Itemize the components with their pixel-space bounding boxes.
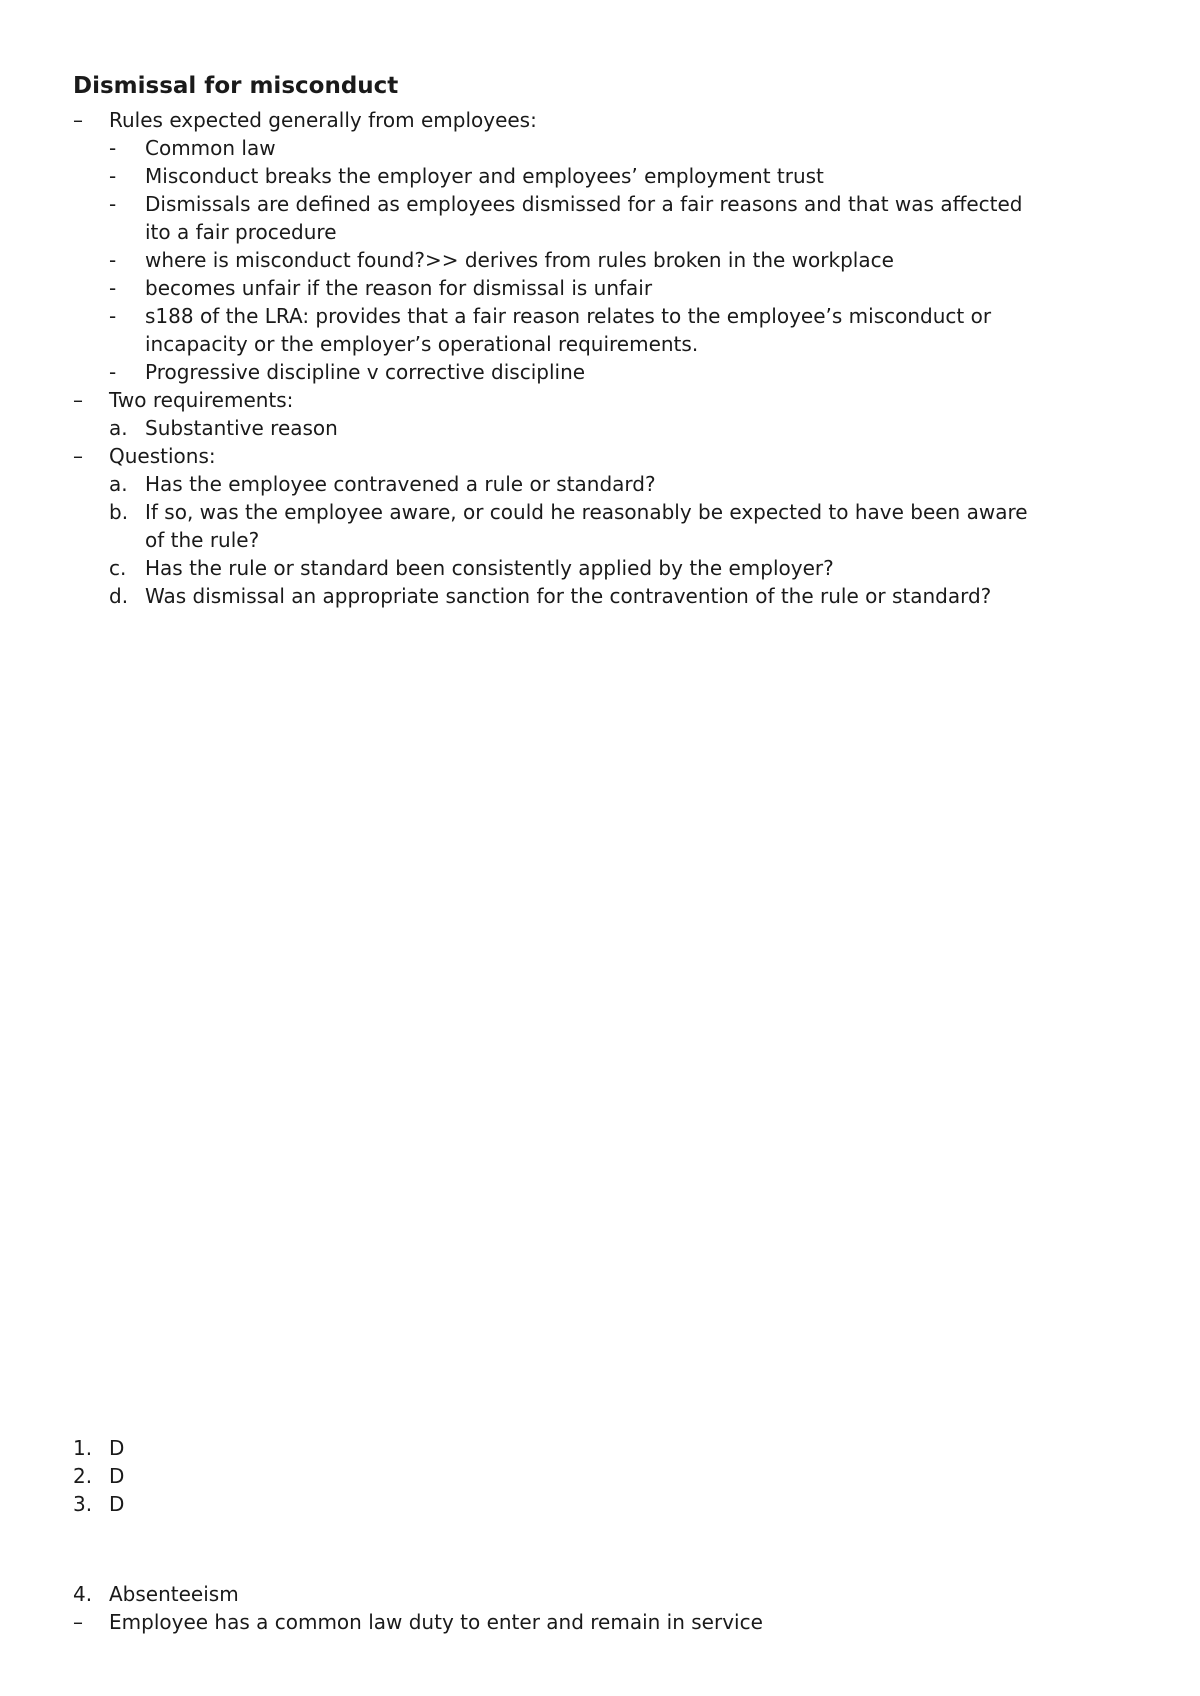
number-marker: 2. [73, 1464, 93, 1488]
dash-marker: – [73, 1610, 83, 1634]
list-item [73, 302, 1153, 330]
dash-marker: – [73, 444, 83, 468]
list-item-continuation [73, 218, 1153, 246]
list-item-text: Questions: [109, 444, 216, 468]
list-item-text: becomes unfair if the reason for dismissal is unfair [145, 276, 653, 300]
list-item-text: Dismissals are defined as employees dismissed for a fair reasons and that was affected [145, 192, 1023, 216]
number-marker: 3. [73, 1492, 93, 1516]
absenteeism-section [73, 1580, 1153, 1636]
list-item-text: Substantive reason [145, 416, 338, 440]
list-item-text: Two requirements: [109, 388, 294, 412]
letter-marker: a. [109, 416, 128, 440]
list-item-text: of the rule? [145, 528, 260, 552]
list-item [73, 190, 1153, 218]
list-item-text: incapacity or the employer’s operational requirements. [145, 332, 699, 356]
hyphen-marker: - [109, 360, 117, 384]
list-item [73, 274, 1153, 302]
hyphen-marker: - [109, 192, 117, 216]
hyphen-marker: - [109, 164, 117, 188]
dash-marker: – [73, 108, 83, 132]
list-item [73, 1462, 1153, 1490]
list-item-text: Rules expected generally from employees: [109, 108, 537, 132]
list-item [73, 442, 1153, 470]
list-item-text: ito a fair procedure [145, 220, 337, 244]
hyphen-marker: - [109, 276, 117, 300]
list-item-text: Was dismissal an appropriate sanction for the contravention of the rule or standard? [145, 584, 992, 608]
page-title: Dismissal for misconduct [73, 73, 399, 99]
hyphen-marker: - [109, 248, 117, 272]
list-item [73, 106, 1153, 134]
list-item [73, 1608, 1153, 1636]
list-item [73, 134, 1153, 162]
list-item [73, 498, 1153, 526]
numbered-list [73, 1434, 1153, 1518]
list-item [73, 358, 1153, 386]
list-item [73, 1490, 1153, 1518]
number-marker: 4. [73, 1582, 93, 1606]
list-item-text: Common law [145, 136, 276, 160]
list-item-text: s188 of the LRA: provides that a fair reason relates to the employee’s misconduct or [145, 304, 992, 328]
list-item [73, 414, 1153, 442]
list-item [73, 162, 1153, 190]
list-item-text: Has the employee contravened a rule or standard? [145, 472, 656, 496]
number-marker: 1. [73, 1436, 93, 1460]
list-item-text: D [109, 1464, 125, 1488]
letter-marker: b. [109, 500, 129, 524]
list-item-text: Progressive discipline v corrective discipline [145, 360, 586, 384]
letter-marker: c. [109, 556, 127, 580]
list-item-text: D [109, 1492, 125, 1516]
list-item [73, 1580, 1153, 1608]
letter-marker: a. [109, 472, 128, 496]
list-item [73, 246, 1153, 274]
list-item [73, 1434, 1153, 1462]
hyphen-marker: - [109, 304, 117, 328]
dash-marker: – [73, 388, 83, 412]
list-item [73, 386, 1153, 414]
list-item-text: If so, was the employee aware, or could he reasonably be expected to have been aware [145, 500, 1028, 524]
list-item-text: Misconduct breaks the employer and employees’ employment trust [145, 164, 824, 188]
list-item [73, 582, 1153, 610]
list-item [73, 554, 1153, 582]
section-heading: Absenteeism [109, 1582, 239, 1606]
list-item-text: where is misconduct found?>> derives from rules broken in the workplace [145, 248, 894, 272]
list-item-continuation [73, 526, 1153, 554]
list-item-continuation [73, 330, 1153, 358]
list-item-text: Employee has a common law duty to enter and remain in service [109, 1610, 763, 1634]
hyphen-marker: - [109, 136, 117, 160]
list-item-text: D [109, 1436, 125, 1460]
letter-marker: d. [109, 584, 129, 608]
list-item-text: Has the rule or standard been consistently applied by the employer? [145, 556, 834, 580]
list-item [73, 470, 1153, 498]
misconduct-notes [73, 106, 1153, 610]
